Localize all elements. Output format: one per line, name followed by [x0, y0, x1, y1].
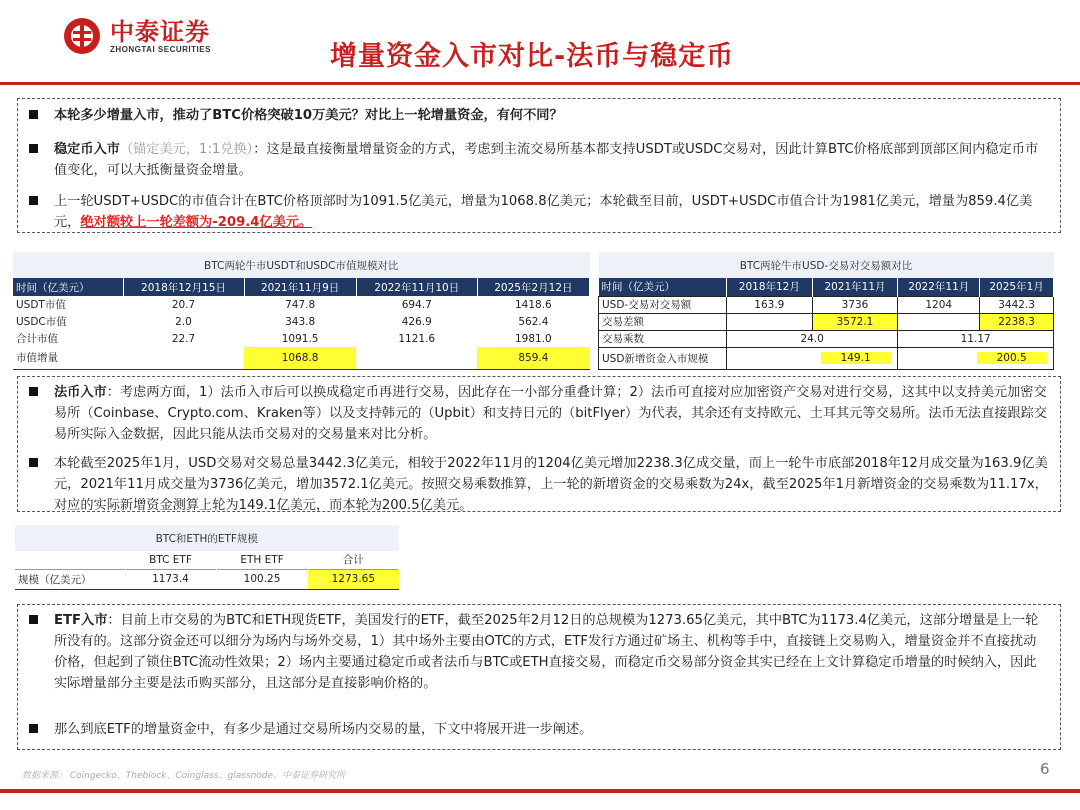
- table2-header: 2018年12月: [727, 278, 813, 296]
- table2-header: 2022年11月: [898, 278, 980, 296]
- bullet-icon: [29, 110, 38, 119]
- table-row: [599, 296, 1054, 313]
- stablecoin-note: （锚定美元，1:1兑换）: [119, 142, 254, 157]
- cell: 694.7: [401, 298, 432, 311]
- brand-logo: [62, 16, 211, 56]
- table3-header: BTC ETF: [125, 551, 216, 569]
- etf-table: [15, 525, 399, 590]
- bullet-icon: [29, 387, 38, 396]
- etf-panel: [17, 604, 1061, 750]
- cell: [727, 313, 813, 330]
- table-row: [13, 347, 590, 369]
- top-divider: [0, 82, 1080, 85]
- table-row: [599, 330, 1054, 347]
- table1-header: 2025年2月12日: [477, 278, 589, 296]
- page-number: 6: [1040, 760, 1050, 778]
- cell: 20.7: [171, 298, 196, 311]
- table2-header: 2021年11月: [812, 278, 898, 296]
- cell: 1418.6: [515, 298, 552, 311]
- question-text: 本轮多少增量入市，推动了BTC价格突破10万美元？对比上一轮增量资金，有何不同？: [54, 108, 563, 123]
- cell: [123, 347, 244, 369]
- table-row: [13, 330, 590, 347]
- row-label: USDT市值: [16, 299, 66, 311]
- row-label: 交易乘数: [599, 330, 727, 347]
- logo-cn: 中泰证券: [110, 17, 210, 46]
- cell: 1204: [898, 296, 980, 313]
- table-row: [13, 296, 590, 313]
- stablecoin-lead: 稳定币入市: [54, 142, 120, 157]
- cell: 426.9: [401, 315, 432, 328]
- table1-header: 2021年11月9日: [244, 278, 356, 296]
- logo-en: ZHONGTAI SECURITIES: [110, 44, 211, 54]
- etf-para: [18, 610, 1048, 694]
- cell: 1121.6: [398, 332, 436, 345]
- stablecoin-text: ：这是最直接衡量增量资金的方式，考虑到主流交易所基本都支持USDT或USDC交易对，因此计算BTC价格底部到顶部区间内稳定币市值变化，可以大抵衡量资金增量。: [54, 142, 1039, 178]
- bottom-divider: [0, 789, 1080, 793]
- row-label: USD-交易对交易额: [599, 296, 727, 313]
- cell: 343.8: [285, 315, 316, 328]
- cell: 1981.0: [515, 332, 552, 345]
- cell: 2.0: [175, 315, 192, 328]
- bullet-icon: [29, 615, 38, 624]
- table3-header: ETH ETF: [216, 551, 308, 569]
- cell: 859.4: [477, 347, 589, 369]
- bullet-icon: [29, 458, 38, 467]
- row-label: USD新增资金入市规模: [599, 347, 727, 369]
- table-row: [599, 313, 1054, 330]
- table1-caption: BTC两轮牛市USDT和USDC市值规模对比: [13, 252, 590, 278]
- cell: 24.0: [727, 330, 898, 347]
- cell: 11.17: [898, 330, 1054, 347]
- table-row: [599, 347, 1054, 369]
- cell: 163.9: [727, 296, 813, 313]
- row-label: 规模（亿美元）: [15, 569, 125, 589]
- cell: 200.5: [977, 352, 1047, 364]
- table3-caption: BTC和ETH的ETF规模: [15, 525, 399, 551]
- cell: [356, 347, 477, 369]
- data-source: 数据来源： Coingecko、Theblock、Coinglass、glassnode、中泰证券研究所: [22, 771, 346, 781]
- fiat-text: ：考虑两方面，1）法币入市后可以换成稳定币再进行交易，因此存在一小部分重叠计算；2）法币可直接对应加密资产交易对进行交易，这其中以支持美元加密交易所（Coinbase、Crypto.com、Kraken等）以及支持韩元的（Upbit）和支持日元的（bitFlyer）为代表，其余还有支持欧元、土耳其元等交易所。法币无法直接跟踪交易所实际入金数据，因此只能从法币交易对的交易量来对比分析。: [54, 385, 1048, 442]
- cell: 1273.65: [308, 569, 398, 589]
- table-row: [13, 313, 590, 330]
- fiat-para: [18, 382, 1048, 445]
- table1-header: 时间（亿美元）: [13, 278, 123, 296]
- cell: 1091.5: [281, 332, 319, 345]
- table2-caption: BTC两轮牛市USD-交易对交易额对比: [599, 252, 1054, 278]
- table1-header: 2018年12月15日: [123, 278, 244, 296]
- fiat-volume-text: 本轮截至2025年1月，USD交易对交易总量3442.3亿美元，相较于2022年11月的1204亿美元增加2238.3亿成交量，而上一轮牛市底部2018年12月成交量为163.9亿美元，2021年11月成交量为3736亿美元，增加3572.1亿美元。按照交易乘数推算，上一轮的新增资金的交易乘数为24x，截至2025年1月新增资金的交易乘数为11.17x，对应的实际新增资金测算上轮为149.1亿美元，而本轮为200.5亿美元。: [54, 456, 1048, 513]
- bullet-icon: [29, 724, 38, 733]
- bullet-icon: [29, 144, 38, 153]
- cell: 3736: [812, 296, 898, 313]
- cell: 562.4: [518, 315, 549, 328]
- table3-header: 合计: [308, 551, 398, 569]
- cell: [898, 313, 980, 330]
- row-label: USDC市值: [16, 316, 67, 328]
- table3-header: [15, 551, 125, 569]
- cell: 1173.4: [125, 569, 216, 589]
- row-label: 合计市值: [16, 333, 58, 345]
- cell: 1068.8: [244, 347, 356, 369]
- table2-header: 2025年1月: [980, 278, 1054, 296]
- etf-text: ：目前上市交易的为BTC和ETH现货ETF，美国发行的ETF，截至2025年2月12日的总规模为1273.65亿美元，其中BTC为1173.4亿美元，这部分增量是上一轮所没有的。这部分资金还可以细分为场内与场外交易，1）其中场外主要由OTC的方式，ETF发行方通过矿场主、机构等手中，直接链上交易购入，增量资金并不直接扰动价格，但起到了锁住BTC流动性效果；2）场内主要通过稳定币或者法币与BTC或ETH直接交易，而稳定币交易部分资金其实已经在上文计算稳定币增量的时候纳入，因此实际增量部分主要是法币购买部分，且这部分是直接影响价格的。: [54, 613, 1039, 691]
- cell: 3442.3: [980, 296, 1054, 313]
- row-label: 交易差额: [599, 313, 727, 330]
- cell: 2238.3: [980, 313, 1054, 330]
- stablecoin-compare-text: 上一轮USDT+USDC的市值合计在BTC价格顶部时为1091.5亿美元，增量为1068.8亿美元；本轮截至目前，USDT+USDC市值合计为1981亿美元，增量为859.4亿美元，: [54, 194, 1033, 230]
- usd-volume-table: [598, 252, 1054, 370]
- cell: 3572.1: [812, 313, 898, 330]
- cell: 747.8: [285, 298, 316, 311]
- fiat-volume-para: [18, 453, 1048, 516]
- cell: 149.1: [821, 352, 891, 364]
- stablecoin-diff-highlight: 绝对额较上一轮差额为-209.4亿美元。: [80, 215, 313, 230]
- stablecoin-compare-para: [18, 191, 1048, 233]
- usdt-usdc-table: [13, 252, 590, 370]
- stablecoin-para: [18, 139, 1048, 181]
- cell: 100.25: [216, 569, 308, 589]
- question-para: [18, 105, 1048, 126]
- cell: 22.7: [171, 332, 196, 345]
- table2-header: 时间（亿美元）: [599, 278, 727, 296]
- stablecoin-panel: [17, 98, 1061, 233]
- fiat-panel: [17, 376, 1061, 512]
- table-row: [15, 569, 399, 589]
- logo-mark-icon: [62, 16, 102, 56]
- fiat-lead: 法币入市: [54, 385, 107, 400]
- etf-lead: ETF入市: [54, 613, 108, 628]
- table1-header: 2022年11月10日: [356, 278, 477, 296]
- etf-followup-text: 那么到底ETF的增量资金中，有多少是通过交易所场内交易的量，下文中将展开进一步阐述。: [54, 722, 593, 737]
- bullet-icon: [29, 196, 38, 205]
- etf-followup-para: [18, 719, 1048, 740]
- row-label: 市值增量: [13, 347, 123, 369]
- page-title: 增量资金入市对比-法币与稳定币: [330, 41, 735, 72]
